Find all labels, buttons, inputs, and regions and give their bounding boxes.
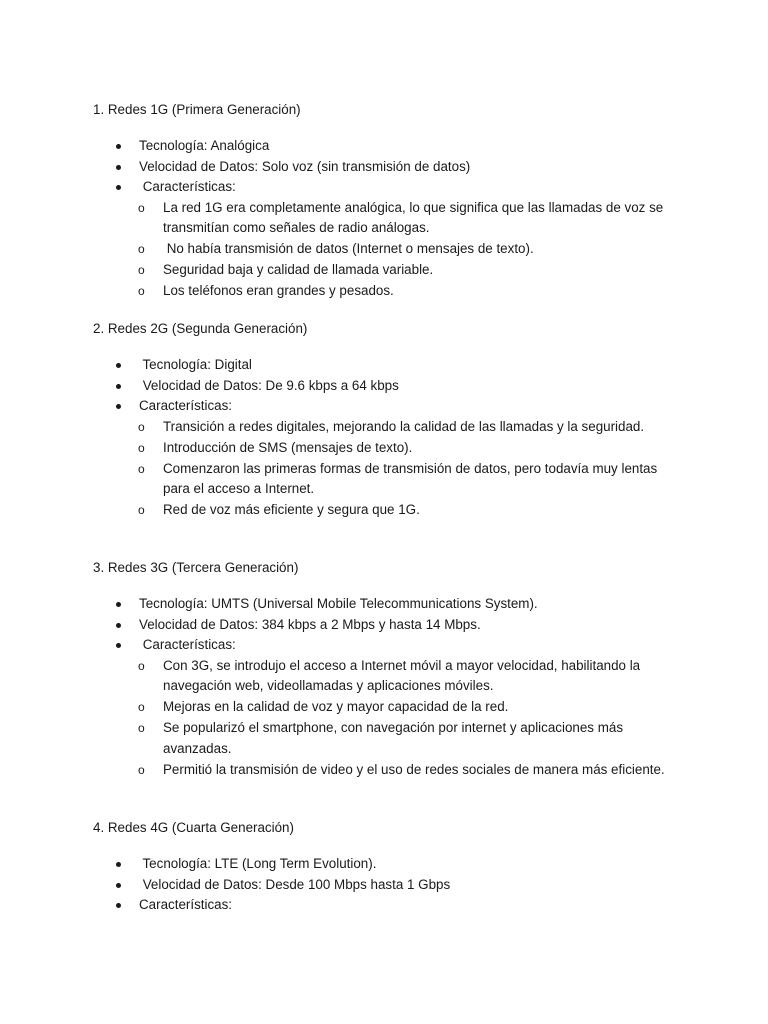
section-heading: 2. Redes 2G (Segunda Generación) (93, 321, 308, 336)
sub-text: Permitió la transmisión de video y el uso de redes sociales de manera más eficiente. (163, 761, 665, 777)
bullet-dot-icon (116, 862, 121, 867)
circle-bullet-icon: o (138, 419, 145, 434)
circle-bullet-icon: o (138, 440, 145, 455)
bullet-dot-icon (116, 144, 121, 149)
bullet-item (0, 615, 768, 636)
sub-item (0, 697, 675, 718)
bullet-dot-icon (116, 903, 121, 908)
bullet-text: Tecnología: UMTS (Universal Mobile Telecommunications System). (139, 596, 538, 611)
sub-list (139, 198, 768, 302)
bullet-text: Tecnología: Digital (139, 357, 252, 372)
sub-item (0, 417, 675, 438)
sub-text: Con 3G, se introdujo el acceso a Internet móvil a mayor velocidad, habilitando la navegación web, videollamadas y aplicaciones móviles. (163, 657, 641, 693)
bullet-text: Tecnología: LTE (Long Term Evolution). (139, 856, 377, 871)
bullet-dot-icon (116, 384, 121, 389)
bullet-list (0, 854, 768, 916)
bullet-text: Características: (139, 179, 236, 194)
sub-list (139, 417, 768, 521)
bullet-item (0, 895, 768, 916)
sub-text: Comenzaron las primeras formas de transmisión de datos, pero todavía muy lentas para el acceso a Internet. (163, 460, 658, 496)
circle-bullet-icon: o (138, 263, 145, 277)
bullet-dot-icon (116, 602, 121, 607)
circle-bullet-icon: o (138, 721, 145, 735)
sub-text: Seguridad baja y calidad de llamada variable. (163, 262, 434, 277)
bullet-list (0, 355, 768, 521)
sub-text: Los teléfonos eran grandes y pesados. (163, 283, 394, 298)
sub-item (0, 239, 675, 260)
sub-text: Red de voz más eficiente y segura que 1G. (163, 502, 420, 517)
circle-bullet-icon: o (138, 658, 145, 673)
sub-text: La red 1G era completamente analógica, lo que significa que las llamadas de voz se transmitían como señales de radio análogas. (163, 199, 664, 235)
bullet-item (0, 594, 768, 615)
bullet-item (0, 177, 768, 302)
sub-item (0, 281, 675, 302)
bullet-item (0, 157, 768, 178)
sub-item (0, 718, 675, 759)
circle-bullet-icon: o (138, 503, 145, 517)
sub-text: Introducción de SMS (mensajes de texto). (163, 439, 413, 455)
section-heading: 4. Redes 4G (Cuarta Generación) (93, 820, 294, 835)
bullet-item (0, 635, 768, 780)
bullet-dot-icon (116, 643, 121, 648)
bullet-dot-icon (116, 623, 121, 628)
bullet-item (0, 136, 768, 157)
circle-bullet-icon: o (138, 762, 145, 777)
sub-item (0, 198, 675, 239)
bullet-dot-icon (116, 363, 121, 368)
sub-item (0, 260, 675, 281)
section-heading: 1. Redes 1G (Primera Generación) (93, 102, 301, 117)
sub-text: No había transmisión de datos (Internet o mensajes de texto). (163, 241, 534, 256)
sub-item (0, 760, 675, 781)
sub-text: Mejoras en la calidad de voz y mayor capacidad de la red. (163, 699, 509, 714)
bullet-text: Características: (139, 637, 236, 652)
bullet-item (0, 854, 768, 875)
sub-item (0, 656, 675, 697)
bullet-text: Tecnología: Analógica (139, 138, 270, 153)
bullet-list (0, 594, 768, 781)
sub-item (0, 438, 675, 459)
bullet-text: Velocidad de Datos: Solo voz (sin transmisión de datos) (139, 158, 471, 174)
circle-bullet-icon: o (138, 200, 145, 215)
bullet-item (0, 376, 768, 397)
circle-bullet-icon: o (138, 284, 145, 298)
bullet-text: Velocidad de Datos: 384 kbps a 2 Mbps y hasta 14 Mbps. (139, 616, 481, 632)
bullet-dot-icon (116, 185, 121, 190)
bullet-item (0, 396, 768, 521)
bullet-item (0, 875, 768, 896)
bullet-list (0, 136, 768, 302)
section-heading: 3. Redes 3G (Tercera Generación) (93, 560, 299, 575)
circle-bullet-icon: o (138, 461, 145, 476)
bullet-text: Características: (139, 398, 233, 413)
circle-bullet-icon: o (138, 700, 145, 714)
sub-item (0, 500, 675, 521)
sub-text: Se popularizó el smartphone, con navegación por internet y aplicaciones más avanzadas. (163, 720, 624, 756)
circle-bullet-icon: o (138, 242, 145, 256)
bullet-item (0, 355, 768, 376)
bullet-dot-icon (116, 165, 121, 170)
sub-text: Transición a redes digitales, mejorando la calidad de las llamadas y la seguridad. (163, 418, 645, 434)
bullet-text: Características: (139, 897, 233, 912)
bullet-text: Velocidad de Datos: De 9.6 kbps a 64 kbps (139, 377, 399, 393)
sub-list (139, 656, 768, 781)
bullet-text: Velocidad de Datos: Desde 100 Mbps hasta 1 Gbps (139, 876, 451, 892)
bullet-dot-icon (116, 404, 121, 409)
sub-item (0, 459, 675, 500)
bullet-dot-icon (116, 883, 121, 888)
